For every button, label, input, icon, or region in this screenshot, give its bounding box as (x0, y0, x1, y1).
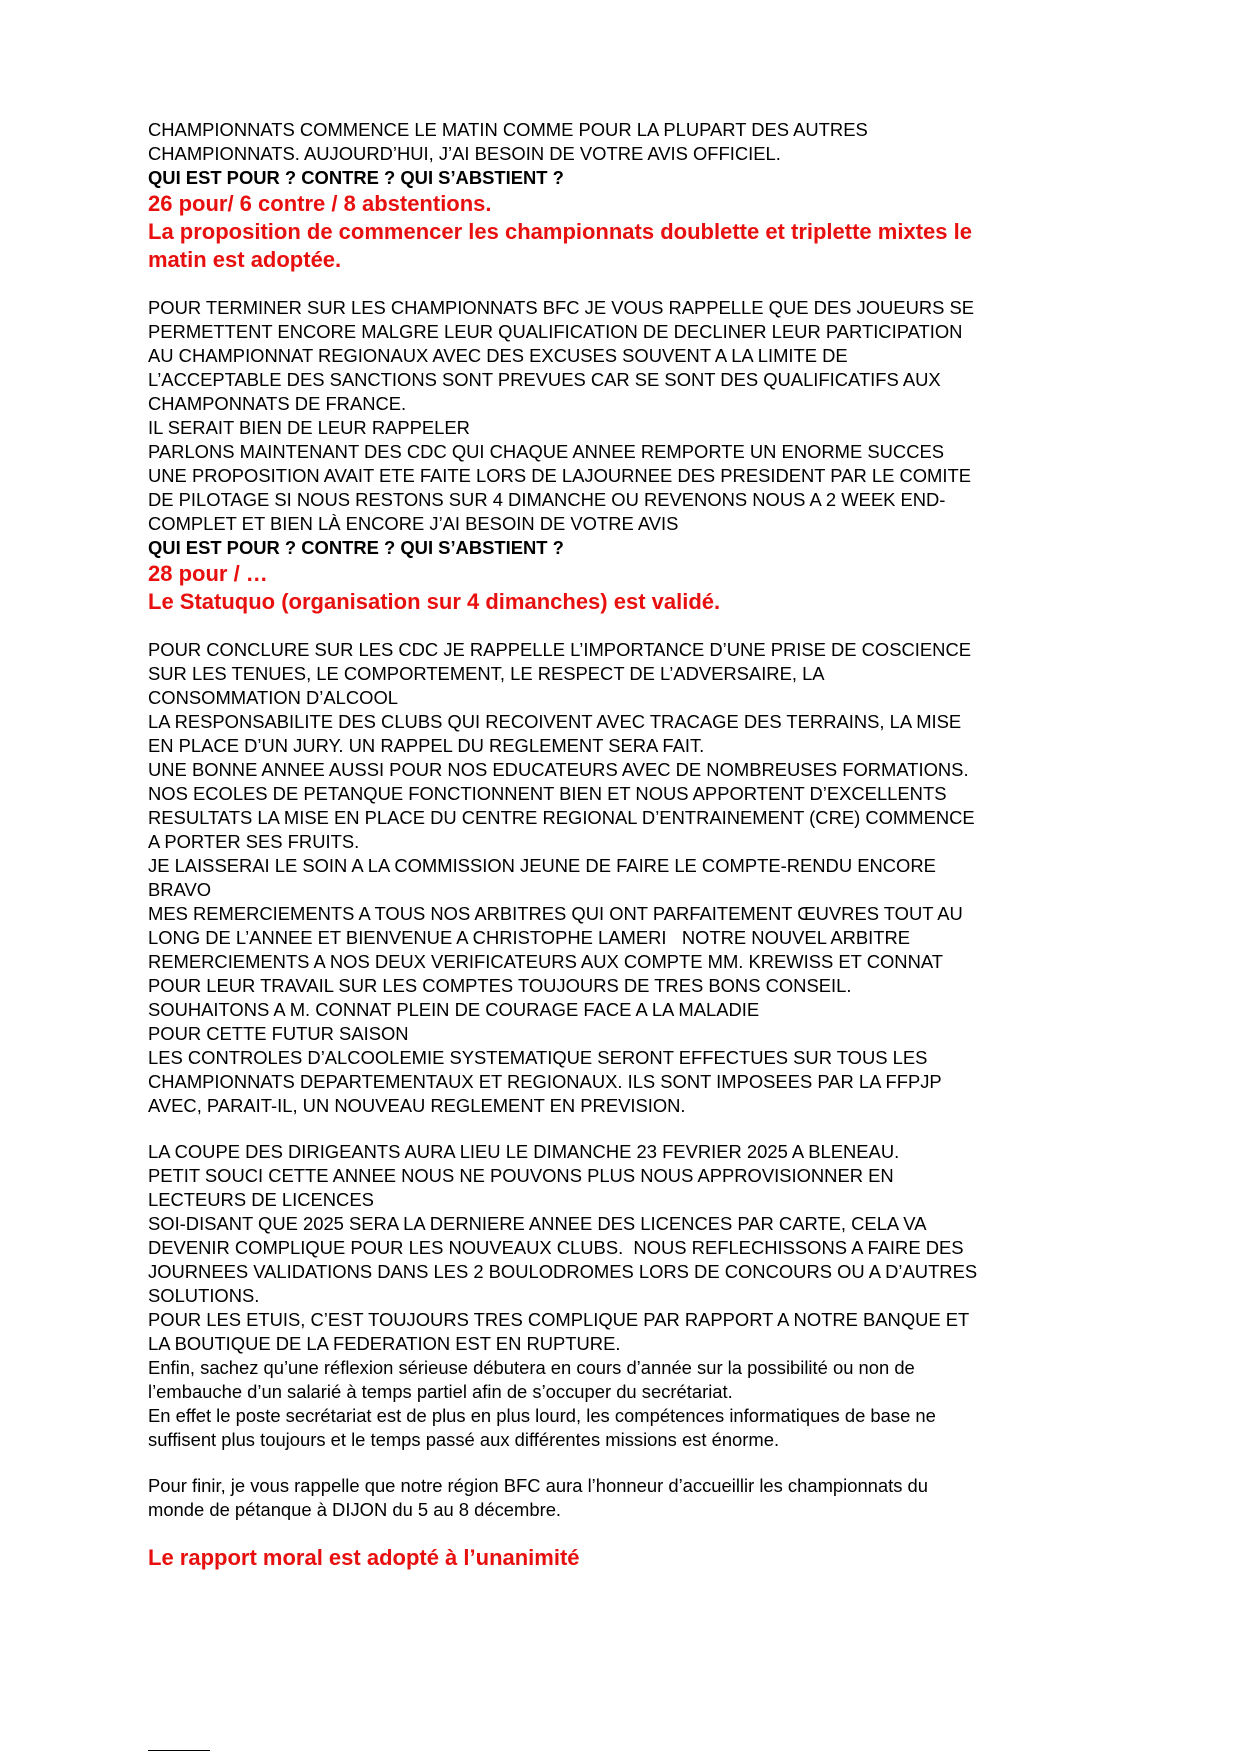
text-line: CHAMPONNATS DE FRANCE. (148, 393, 407, 414)
paragraph-gap (148, 1452, 1108, 1474)
text-line: BRAVO (148, 879, 212, 900)
text-line: DEVENIR COMPLIQUE POUR LES NOUVEAUX CLUBS. NOUS REFLECHISSONS A FAIRE DES (148, 1237, 964, 1258)
text-line: DE PILOTAGE SI NOUS RESTONS SUR 4 DIMANCHE OU REVENONS NOUS A 2 WEEK END- (148, 489, 946, 510)
text-line: QUI EST POUR ? CONTRE ? QUI S’ABSTIENT ? (148, 167, 564, 188)
text-line: AVEC, PARAIT-IL, UN NOUVEAU REGLEMENT EN PREVISION. (148, 1095, 686, 1116)
text-line: JE LAISSERAI LE SOIN A LA COMMISSION JEUNE DE FAIRE LE COMPTE-RENDU ENCORE (148, 855, 936, 876)
text-line: UNE BONNE ANNEE AUSSI POUR NOS EDUCATEURS AVEC DE NOMBREUSES FORMATIONS. (148, 759, 969, 780)
document-page (148, 118, 1108, 1572)
text-line: 28 pour / … (148, 561, 268, 586)
footer-divider (148, 1750, 210, 1751)
text-line: POUR LEUR TRAVAIL SUR LES COMPTES TOUJOURS DE TRES BONS CONSEIL. (148, 975, 852, 996)
text-line: SOUHAITONS A M. CONNAT PLEIN DE COURAGE FACE A LA MALADIE (148, 999, 760, 1020)
text-line: Pour finir, je vous rappelle que notre région BFC aura l’honneur d’accueillir les championnats du (148, 1475, 929, 1496)
text-line: SOI-DISANT QUE 2025 SERA LA DERNIERE ANNEE DES LICENCES PAR CARTE, CELA VA (148, 1213, 927, 1234)
text-line: POUR LES ETUIS, C’EST TOUJOURS TRES COMPLIQUE PAR RAPPORT A NOTRE BANQUE ET (148, 1309, 970, 1330)
text-line: LA COUPE DES DIRIGEANTS AURA LIEU LE DIMANCHE 23 FEVRIER 2025 A BLENEAU. (148, 1141, 900, 1162)
paragraph-gap (148, 1522, 1108, 1544)
text-line: L’ACCEPTABLE DES SANCTIONS SONT PREVUES CAR SE SONT DES QUALIFICATIFS AUX (148, 369, 941, 390)
text-line: A PORTER SES FRUITS. (148, 831, 360, 852)
text-line: CHAMPIONNATS COMMENCE LE MATIN COMME POUR LA PLUPART DES AUTRES (148, 119, 868, 140)
text-line: LA BOUTIQUE DE LA FEDERATION EST EN RUPTURE. (148, 1333, 621, 1354)
paragraph (148, 638, 1108, 1118)
text-line: RESULTATS LA MISE EN PLACE DU CENTRE REGIONAL D’ENTRAINEMENT (CRE) COMMENCE (148, 807, 975, 828)
vote-question (148, 536, 1108, 560)
text-line: LA RESPONSABILITE DES CLUBS QUI RECOIVENT AVEC TRACAGE DES TERRAINS, LA MISE (148, 711, 962, 732)
text-line: Le rapport moral est adopté à l’unanimité (148, 1545, 580, 1570)
paragraph (148, 118, 1108, 166)
text-line: PARLONS MAINTENANT DES CDC QUI CHAQUE ANNEE REMPORTE UN ENORME SUCCES (148, 441, 945, 462)
text-line: POUR CONCLURE SUR LES CDC JE RAPPELLE L’IMPORTANCE D’UNE PRISE DE COSCIENCE (148, 639, 971, 660)
text-line: AU CHAMPIONNAT REGIONAUX AVEC DES EXCUSES SOUVENT A LA LIMITE DE (148, 345, 848, 366)
text-line: CONSOMMATION D’ALCOOL (148, 687, 398, 708)
text-line: UNE PROPOSITION AVAIT ETE FAITE LORS DE LAJOURNEE DES PRESIDENT PAR LE COMITE (148, 465, 971, 486)
text-line: La proposition de commencer les championnats doublette et triplette mixtes le (148, 219, 972, 244)
text-line: LES CONTROLES D’ALCOOLEMIE SYSTEMATIQUE SERONT EFFECTUES SUR TOUS LES (148, 1047, 928, 1068)
text-line: POUR CETTE FUTUR SAISON (148, 1023, 409, 1044)
text-line: NOS ECOLES DE PETANQUE FONCTIONNENT BIEN ET NOUS APPORTENT D’EXCELLENTS (148, 783, 947, 804)
text-line: EN PLACE D’UN JURY. UN RAPPEL DU REGLEMENT SERA FAIT. (148, 735, 705, 756)
paragraph (148, 1140, 1108, 1452)
text-line: POUR TERMINER SUR LES CHAMPIONNATS BFC JE VOUS RAPPELLE QUE DES JOUEURS SE (148, 297, 975, 318)
text-line: suffisent plus toujours et le temps passé aux différentes missions est énorme. (148, 1429, 780, 1450)
text-line: monde de pétanque à DIJON du 5 au 8 décembre. (148, 1499, 562, 1520)
text-line: Enfin, sachez qu’une réflexion sérieuse débutera en cours d’année sur la possibilité ou non de (148, 1357, 915, 1378)
text-line: IL SERAIT BIEN DE LEUR RAPPELER (148, 417, 470, 438)
paragraph (148, 1474, 1108, 1522)
text-line: QUI EST POUR ? CONTRE ? QUI S’ABSTIENT ? (148, 537, 564, 558)
text-line: 26 pour/ 6 contre / 8 abstentions. (148, 191, 492, 216)
text-line: REMERCIEMENTS A NOS DEUX VERIFICATEURS AUX COMPTE MM. KREWISS ET CONNAT (148, 951, 943, 972)
text-line: Le Statuquo (organisation sur 4 dimanches) est validé. (148, 589, 721, 614)
text-line: SUR LES TENUES, LE COMPORTEMENT, LE RESPECT DE L’ADVERSAIRE, LA (148, 663, 825, 684)
text-line: PERMETTENT ENCORE MALGRE LEUR QUALIFICATION DE DECLINER LEUR PARTICIPATION (148, 321, 963, 342)
resolution-block (148, 560, 1108, 616)
text-line: matin est adoptée. (148, 247, 342, 272)
text-line: En effet le poste secrétariat est de plus en plus lourd, les compétences informatiques de base ne (148, 1405, 936, 1426)
resolution-block (148, 190, 1108, 274)
text-line: SOLUTIONS. (148, 1285, 260, 1306)
text-line: LONG DE L’ANNEE ET BIENVENUE A CHRISTOPHE LAMERI NOTRE NOUVEL ARBITRE (148, 927, 911, 948)
text-line: CHAMPIONNATS. AUJOURD’HUI, J’AI BESOIN DE VOTRE AVIS OFFICIEL. (148, 143, 781, 164)
paragraph-gap (148, 616, 1108, 638)
text-line: COMPLET ET BIEN LÀ ENCORE J’AI BESOIN DE VOTRE AVIS (148, 513, 679, 534)
text-line: LECTEURS DE LICENCES (148, 1189, 374, 1210)
text-line: JOURNEES VALIDATIONS DANS LES 2 BOULODROMES LORS DE CONCOURS OU A D’AUTRES (148, 1261, 978, 1282)
text-line: MES REMERCIEMENTS A TOUS NOS ARBITRES QUI ONT PARFAITEMENT ŒUVRES TOUT AU (148, 903, 963, 924)
text-line: PETIT SOUCI CETTE ANNEE NOUS NE POUVONS PLUS NOUS APPROVISIONNER EN (148, 1165, 894, 1186)
vote-question (148, 166, 1108, 190)
text-line: l’embauche d’un salarié à temps partiel afin de s’occuper du secrétariat. (148, 1381, 733, 1402)
resolution-block (148, 1544, 1108, 1572)
paragraph (148, 296, 1108, 536)
paragraph-gap (148, 1118, 1108, 1140)
text-line: CHAMPIONNATS DEPARTEMENTAUX ET REGIONAUX. ILS SONT IMPOSEES PAR LA FFPJP (148, 1071, 942, 1092)
paragraph-gap (148, 274, 1108, 296)
